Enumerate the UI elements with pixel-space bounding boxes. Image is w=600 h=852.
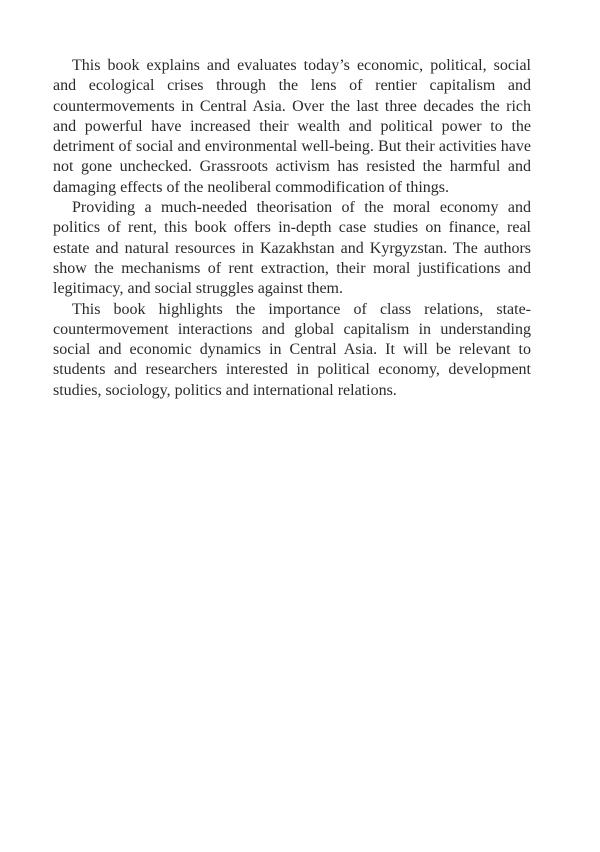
book-blurb: [53, 56, 531, 401]
blurb-paragraph-3: This book highlights the importance of class relations, state-countermovement interactions and global capitalism in understanding social and economic dynamics in Central Asia. It will be relevant to students and researchers interested in political economy, development studies, sociology, politics and international relations.: [53, 300, 531, 399]
blurb-paragraph-1: This book explains and evaluates today’s economic, political, social and ecological crises through the lens of rentier capitalism and countermovements in Central Asia. Over the last three decades the rich and powerful have increased their wealth and political power to the detriment of social and environmental well-being. But their activities have not gone unchecked. Grassroots activism has resisted the harmful and damaging effects of the neoliberal commodification of things.: [53, 57, 531, 196]
blurb-paragraph-2: Providing a much-needed theorisation of the moral economy and politics of rent, this book offers in-depth case studies on finance, real estate and natural resources in Kazakhstan and Kyrgyzstan. The authors show the mechanisms of rent extraction, their moral justifications and legitimacy, and social struggles against them.: [53, 199, 531, 298]
